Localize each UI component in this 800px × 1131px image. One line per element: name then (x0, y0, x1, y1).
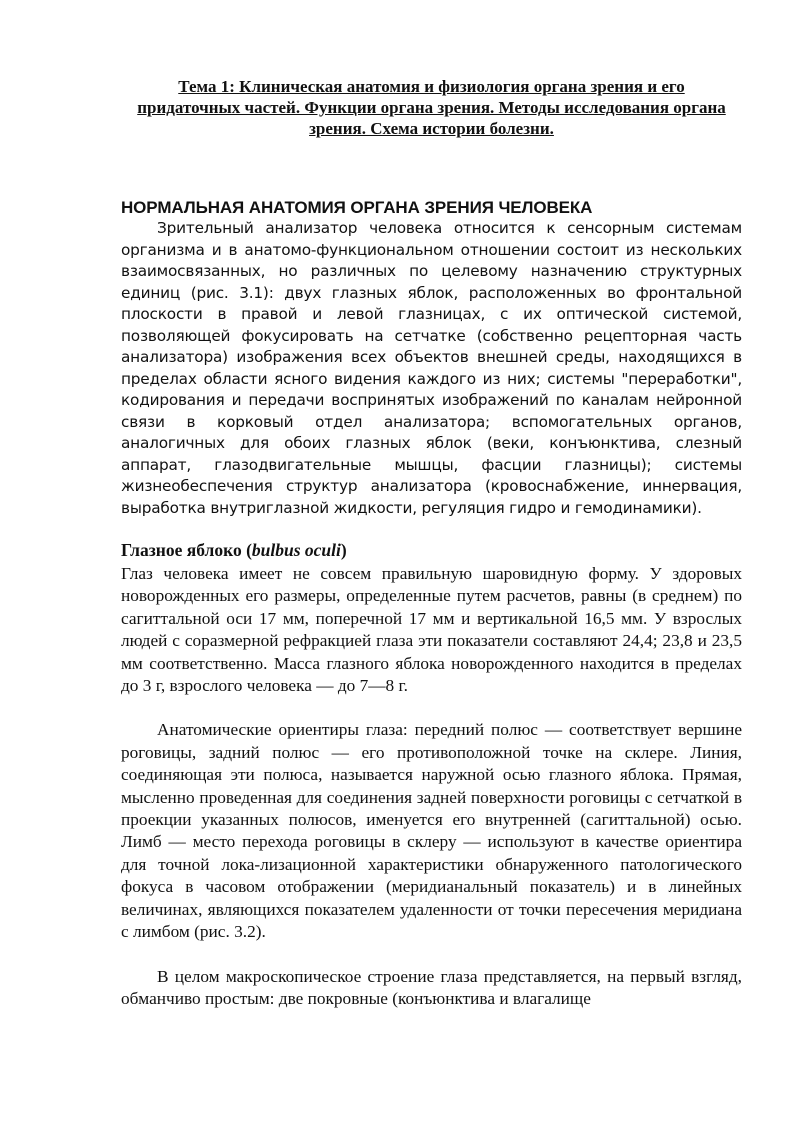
paragraph-macroscopic-structure: В целом макроскопическое строение глаза представляется, на первый взгляд, обманчиво простым: две покровные (конъюнктива и влагалище (121, 966, 742, 1008)
subheading-latin: bulbus oculi (251, 540, 341, 560)
document-title: Тема 1: Клиническая анатомия и физиология органа зрения и его придаточных частей. Функции органа зрения. Методы исследования органа зрения. Схема истории болезни. (137, 77, 726, 138)
paragraph-eye-shape: Глаз человека имеет не совсем правильную шаровидную форму. У здоровых новорожденных его размеры, определенные путем расчетов, равны (в среднем) по сагиттальной оси 17 мм, поперечной 17 мм и вертикальной 16,5 мм. У взрослых людей с соразмерной рефракцией глаза эти показатели составляют 24,4; 23,8 и 23,5 мм соответственно. Масса глазного яблока новорожденного находится в пределах до 3 г, взрослого человека — до 7—8 г. (121, 564, 742, 696)
intro-paragraph: Зрительный анализатор человека относится к сенсорным системам организма и в анатомо-функциональном отношении состоит из нескольких взаимосвязанных, но различных по целевому назначению структурных единиц (рис. 3.1): двух глазных яблок, расположенных во фронтальной плоскости в правой и левой глазницах, с их оптической системой, позволяющей фокусировать на сетчатке (собственно рецепторная часть анализатора) изображения всех объектов внешней среды, находящихся в пределах области ясного видения каждого из них; системы "переработки", кодирования и передачи воспринятых изображений по каналам нейронной связи в корковый отдел анализатора; вспомогательных органов, аналогичных для обоих глазных яблок (веки, конъюнктива, слезный аппарат, глазодвигательные мышцы, фасции глазницы); системы жизнеобеспечения структур анализатора (кровоснабжение, иннервация, выработка внутриглазной жидкости, регуляция гидро и гемодинамики). (121, 219, 742, 517)
section-heading: НОРМАЛЬНАЯ АНАТОМИЯ ОРГАНА ЗРЕНИЯ ЧЕЛОВЕКА (121, 198, 593, 217)
document-page (121, 76, 742, 1010)
subheading-close: ) (340, 540, 347, 560)
subheading-text: Глазное яблоко ( (121, 540, 252, 560)
paragraph-anatomical-landmarks: Анатомические ориентиры глаза: передний полюс — соответствует вершине роговицы, задний полюс — его противоположной точке на склере. Линия, соединяющая эти полюса, называется наружной осью глазного яблока. Прямая, мысленно проведенная для соединения задней поверхности роговицы с сетчаткой в проекции указанных полюсов, именуется его внутренней (сагиттальной) осью. Лимб — место перехода роговицы в склеру — используют в качестве ориентира для точной лока-лизационной характеристики обнаруженного патологического фокуса в часовом отображении (меридианальный показатель) и в линейных величинах, являющихся показателем удаленности от точки пересечения меридиана с лимбом (рис. 3.2). (121, 720, 742, 942)
subheading-eyeball (121, 539, 742, 561)
